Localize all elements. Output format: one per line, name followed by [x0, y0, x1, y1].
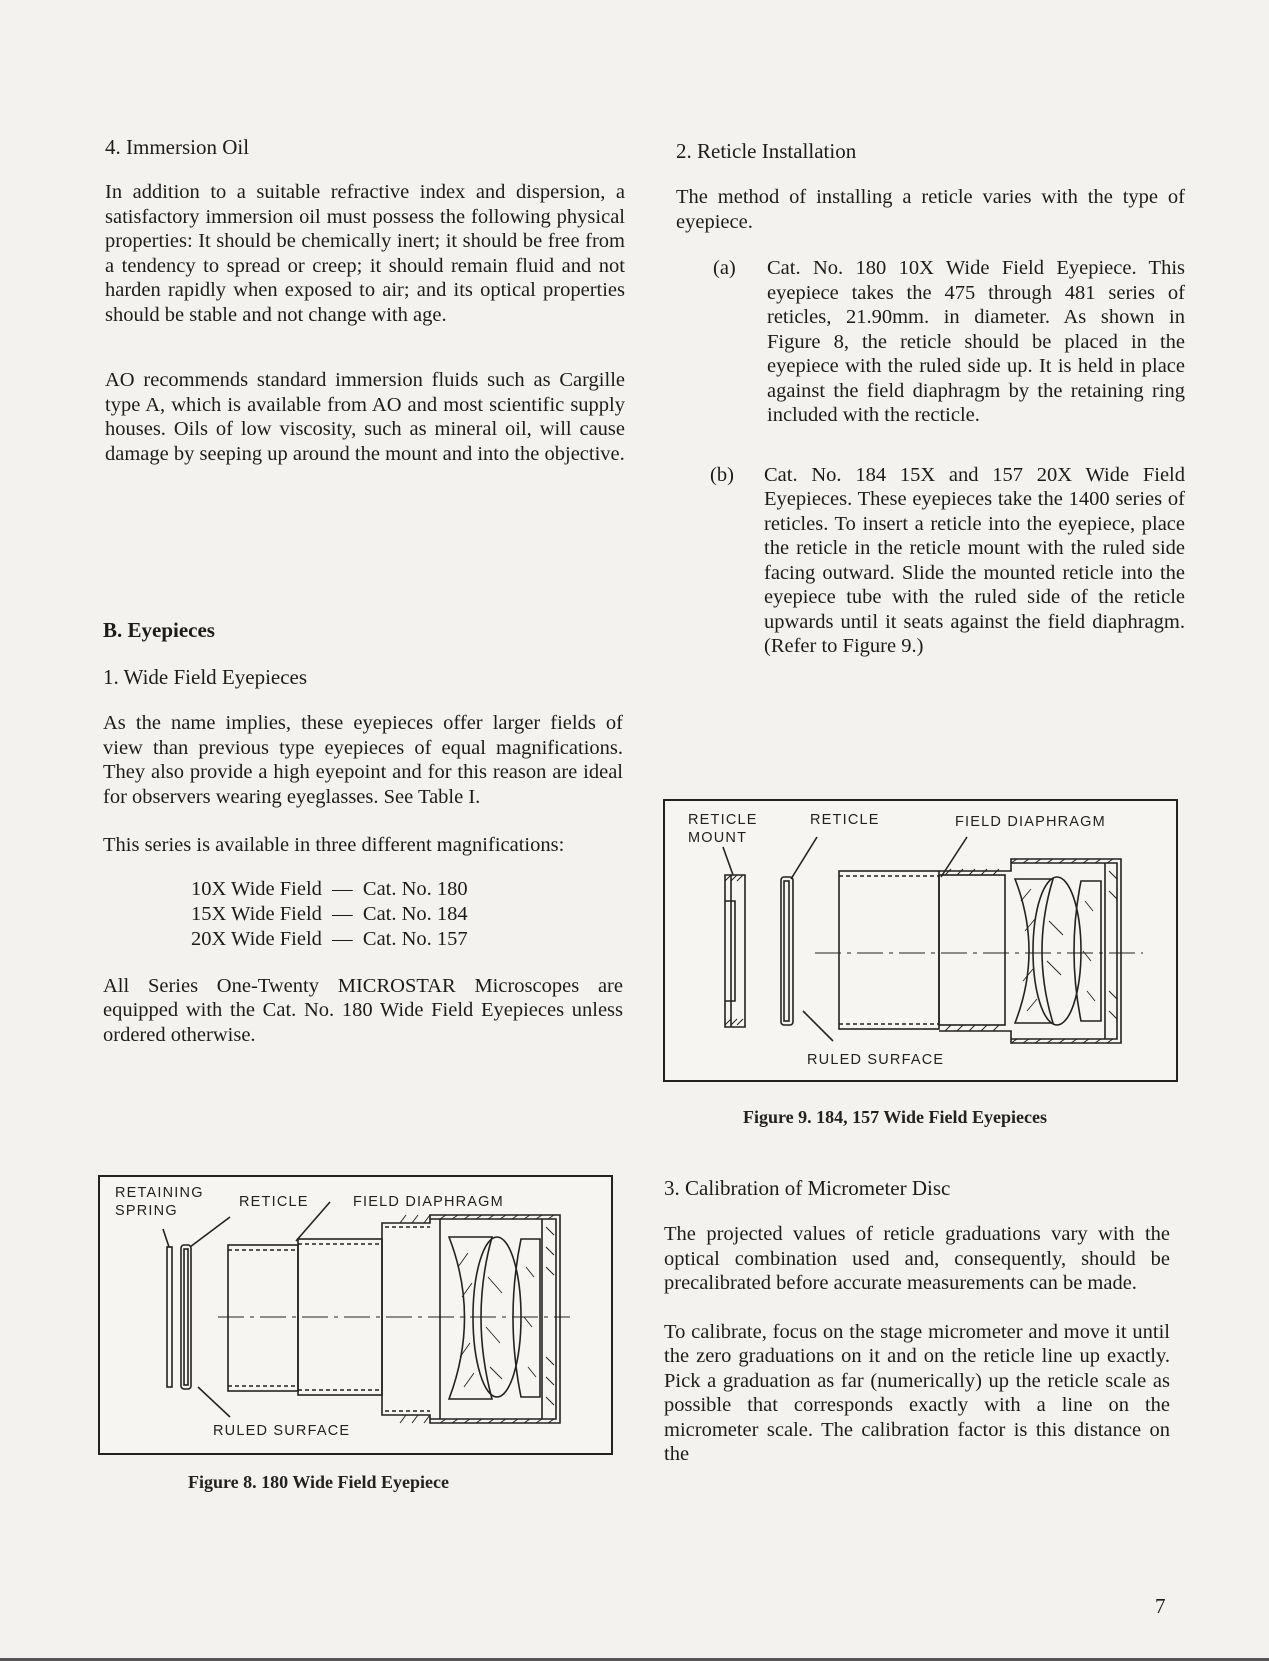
item-a	[713, 256, 1185, 428]
item-b-label: (b)	[710, 463, 734, 486]
reticle-leader	[190, 1217, 230, 1247]
ruled-leader	[198, 1387, 230, 1417]
lens-1	[449, 1237, 492, 1399]
lens-3	[1074, 881, 1101, 1021]
reticle-shape	[781, 877, 793, 1025]
label-reticle: RETICLE	[810, 812, 880, 828]
section-immersion-oil	[105, 135, 625, 466]
magnification-item: 15X Wide Field — Cat. No. 184	[191, 902, 468, 925]
section-eyepieces	[103, 618, 623, 1047]
eyepiece-tube	[228, 1245, 298, 1391]
lens-housing	[939, 859, 1121, 1043]
calibration-paragraph-1: The projected values of reticle graduations vary with the optical combination used and, consequently, should be precalibrated before accurate measurements can be made.	[664, 1223, 1170, 1294]
immersion-oil-paragraph-1: In addition to a suitable refractive index and dispersion, a satisfactory immersion oil must possess the following physical properties: It should be chemically inert; it should be free from a tendency to spread or creep; it should remain fluid and not harden rapidly when exposed to air; and its optical properties should be stable and not change with age.	[105, 181, 625, 326]
figure-8-diagram	[98, 1175, 613, 1455]
label-reticle-mount-line2: MOUNT	[688, 830, 748, 846]
figure-9-diagram	[663, 799, 1178, 1082]
reticle-installation-heading: 2. Reticle Installation	[676, 139, 857, 163]
wide-field-paragraph-2: This series is available in three different magnifications:	[103, 834, 565, 856]
label-field-diaphragm: FIELD DIAPHRAGM	[353, 1194, 504, 1210]
item-a-text: Cat. No. 180 10X Wide Field Eyepiece. This eyepiece takes the 475 through 481 series of reticles, 21.90mm. in diameter. As shown in Figure 8, the reticle should be placed in the eyepiece with the ruled side up. It is held in place against the field diaphragm by the retaining ring included with the recticle.	[767, 257, 1185, 426]
label-retaining: RETAINING	[115, 1185, 204, 1201]
wide-field-paragraph-3: All Series One-Twenty MICROSTAR Microscopes are equipped with the Cat. No. 180 Wide Field Eyepieces unless ordered otherwise.	[103, 974, 623, 1046]
label-reticle-mount-line1: RETICLE	[688, 812, 758, 828]
magnification-item: 10X Wide Field — Cat. No. 180	[191, 877, 468, 900]
section-reticle-installation	[665, 139, 1185, 659]
lens-1	[1015, 879, 1053, 1023]
label-field-diaphragm: FIELD DIAPHRAGM	[955, 814, 1106, 830]
section-calibration	[664, 1176, 1170, 1467]
ruled-leader	[803, 1011, 833, 1041]
eyepieces-heading: B. Eyepieces	[103, 618, 215, 642]
reticle-installation-paragraph: The method of installing a reticle varies with the type of eyepiece.	[676, 186, 1185, 233]
immersion-oil-heading: 4. Immersion Oil	[105, 135, 250, 159]
label-spring: SPRING	[115, 1203, 178, 1219]
label-ruled-surface: RULED SURFACE	[807, 1052, 945, 1068]
mount-leader	[723, 847, 733, 875]
retaining-spring-shape	[167, 1247, 172, 1387]
label-ruled-surface: RULED SURFACE	[213, 1423, 351, 1439]
label-reticle: RETICLE	[239, 1194, 309, 1210]
magnification-item: 20X Wide Field — Cat. No. 157	[191, 927, 468, 950]
item-b	[710, 463, 1185, 659]
item-a-label: (a)	[713, 257, 736, 279]
label-reticle-mount	[688, 811, 758, 847]
label-retaining-spring	[115, 1184, 204, 1220]
eyepiece-tube	[839, 871, 939, 1029]
immersion-oil-paragraph-2: AO recommends standard immersion fluids such as Cargille type A, which is available from AO and most scientific supply houses. Oils of low viscosity, such as mineral oil, will cause damage by seeping up around the mount and into the objective.	[105, 369, 625, 465]
spring-leader	[163, 1229, 169, 1247]
calibration-paragraph-2: To calibrate, focus on the stage micrometer and move it until the zero graduations on it and on the reticle line up exactly. Pick a graduation as far (numerically) up the reticle scale as possible that corresponds exactly with a line on the micrometer scale. The calibration factor is this distance on the	[664, 1320, 1170, 1465]
reticle-shape	[181, 1245, 191, 1389]
lens-housing	[382, 1215, 560, 1423]
field-diaphragm-shape	[939, 875, 1005, 1025]
wide-field-heading: 1. Wide Field Eyepieces	[103, 665, 308, 689]
lens-3	[513, 1239, 540, 1397]
calibration-heading: 3. Calibration of Micrometer Disc	[664, 1176, 951, 1200]
magnification-list	[191, 877, 623, 952]
item-b-text: Cat. No. 184 15X and 157 20X Wide Field Eyepieces. These eyepieces take the 1400 series of reticles. To insert a reticle into the eyepiece, place the reticle in the reticle mount with the ruled side facing outward. Slide the mounted reticle into the eyepiece tube with the ruled side of the reticle upwards until it seats against the field diaphragm. (Refer to Figure 9.)	[764, 463, 1185, 657]
figure-9-caption: Figure 9. 184, 157 Wide Field Eyepieces	[743, 1107, 1047, 1127]
figure-8-caption: Figure 8. 180 Wide Field Eyepiece	[188, 1472, 449, 1492]
reticle-leader	[791, 837, 817, 879]
page-number: 7	[1155, 1594, 1166, 1618]
wide-field-paragraph-1: As the name implies, these eyepieces offer larger fields of view than previous type eyepieces of equal magnifications. They also provide a high eyepoint and for this reason are ideal for observers wearing eyeglasses. See Table I.	[103, 712, 623, 808]
